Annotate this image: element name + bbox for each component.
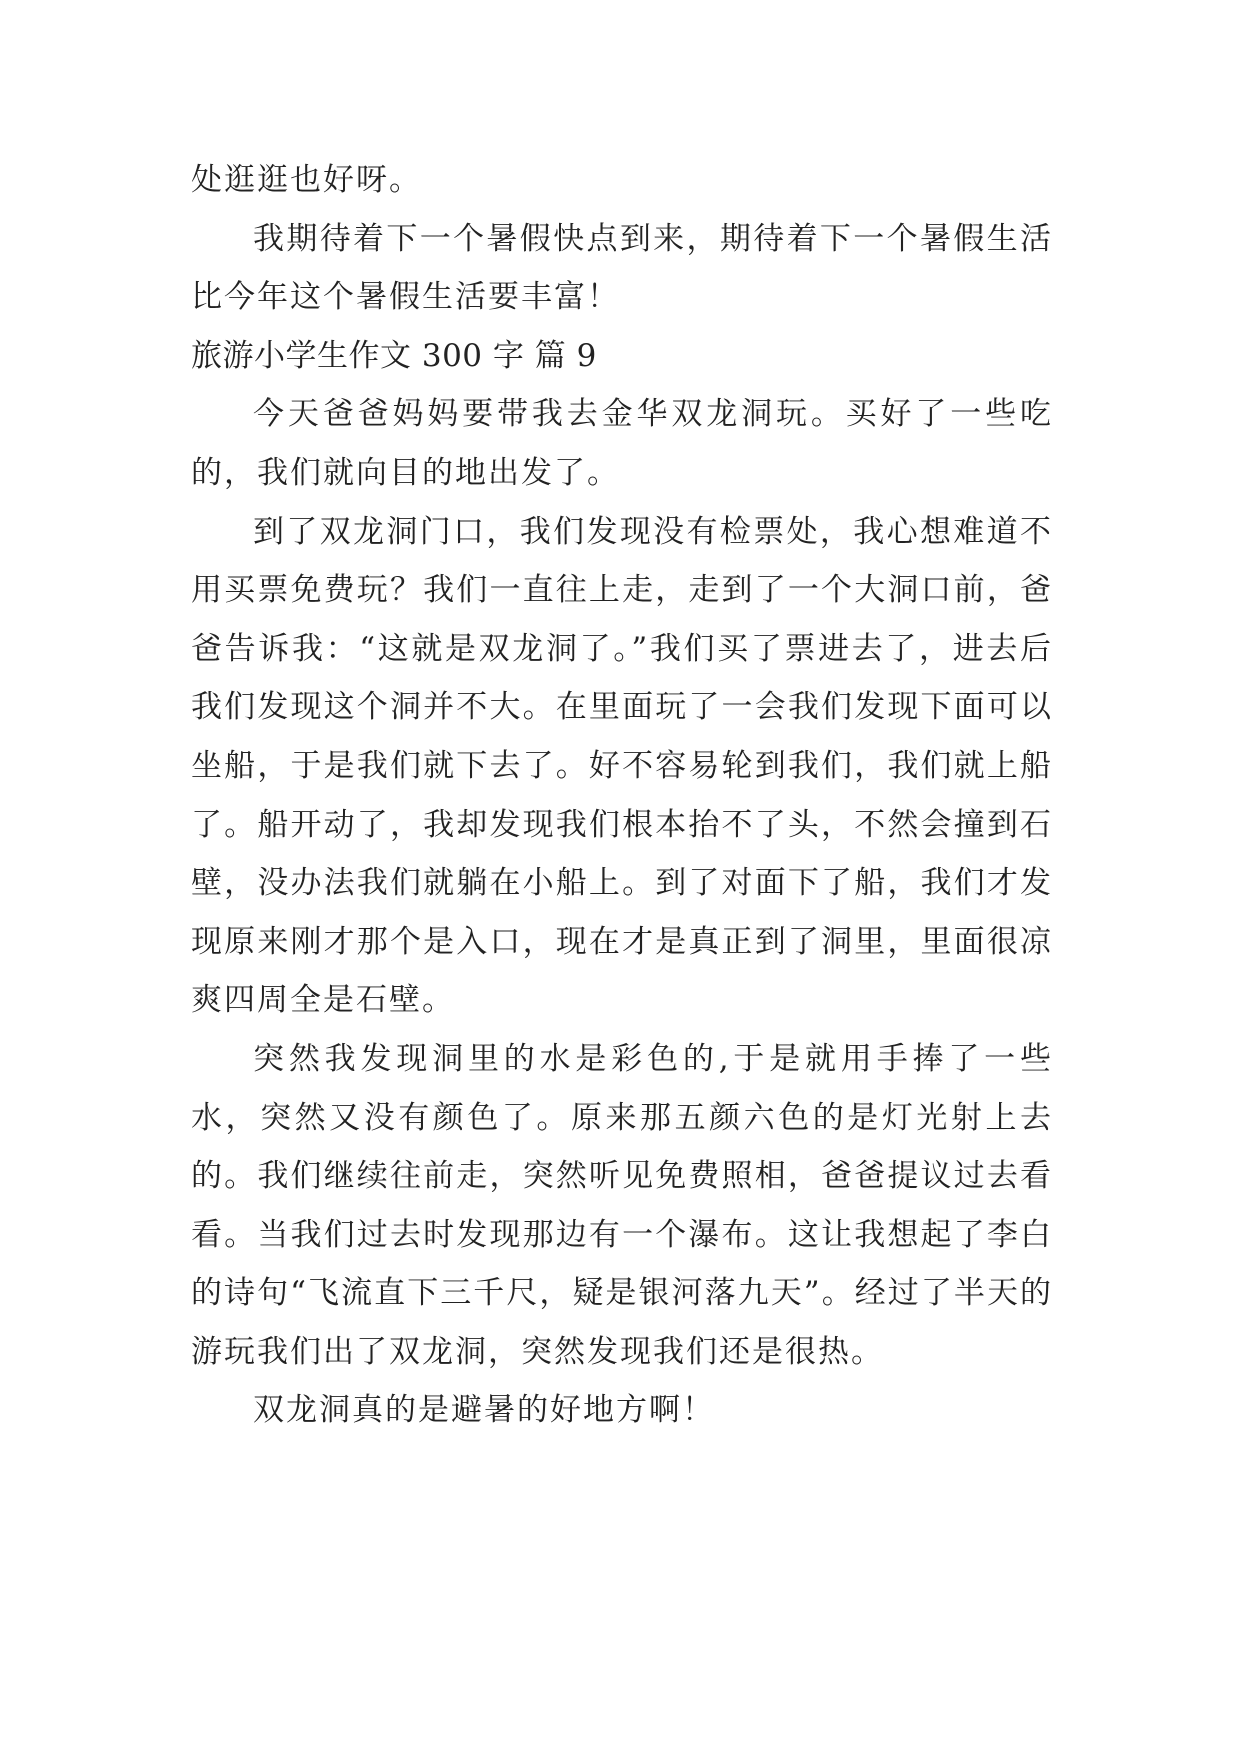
- paragraph-intro: 今天爸爸妈妈要带我去金华双龙洞玩。买好了一些吃的，我们就向目的地出发了。: [191, 396, 1053, 491]
- paragraph-summer-hope: 我期待着下一个暑假快点到来，期待着下一个暑假生活比今年这个暑假生活要丰富！: [191, 220, 1053, 316]
- essay-body: [191, 151, 1053, 1440]
- paragraph-cave-entrance: 到了双龙洞门口，我们发现没有检票处，我心想难道不用买票免费玩？我们一直往上走，走到了一个大洞口前，爸爸告诉我：“这就是双龙洞了。”我们买了票进去了，进去后我们发现这个洞并不大。在里面玩了一会我们发现下面可以坐船，于是我们就下去了。好不容易轮到我们，我们就上船了。船开动了，我却发现我们根本抬不了头，不然会撞到石壁，没办法我们就躺在小船上。到了对面下了船，我们才发现原来刚才那个是入口，现在才是真正到了洞里，里面很凉爽四周全是石壁。: [191, 513, 1053, 1019]
- paragraph-conclusion: 双龙洞真的是避暑的好地方啊！: [253, 1392, 715, 1429]
- paragraph-continuation: 处逛逛也好呀。: [191, 162, 422, 198]
- paragraph-colored-water: 突然我发现洞里的水是彩色的,于是就用手捧了一些水，突然又没有颜色了。原来那五颜六色的是灯光射上去的。我们继续往前走，突然听见免费照相，爸爸提议过去看看。当我们过去时发现那边有一个瀑布。这让我想起了李白的诗句“飞流直下三千尺，疑是银河落九天”。经过了半天的游玩我们出了双龙洞，突然发现我们还是很热。: [191, 1040, 1053, 1370]
- section-heading: 旅游小学生作文 300 字 篇 9: [191, 337, 597, 374]
